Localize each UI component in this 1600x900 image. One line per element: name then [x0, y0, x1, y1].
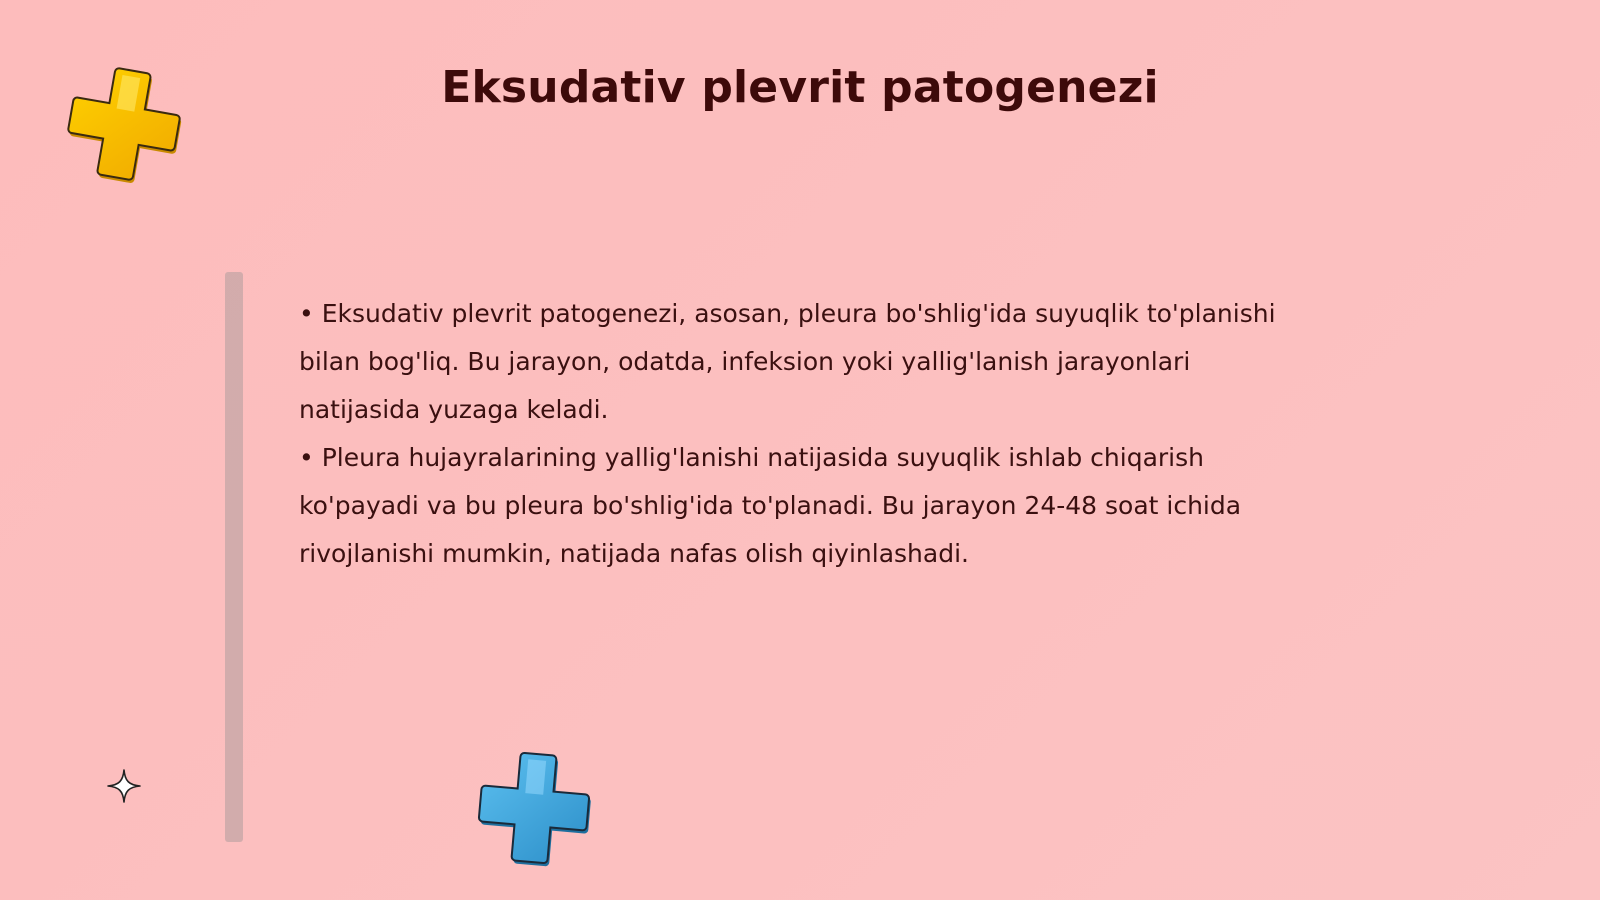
- side-divider-bar: [225, 272, 243, 842]
- blue-plus-icon: [472, 746, 596, 870]
- slide-body: [299, 290, 1279, 578]
- bullet-paragraph-2: • Pleura hujayralarining yallig'lanishi natijasida suyuqlik ishlab chiqarish ko'payadi va bu pleura bo'shlig'ida to'planadi. Bu jarayon 24-48 soat ichida rivojlanishi mumkin, natijada nafas olish qiyinlashadi.: [299, 443, 1242, 568]
- sparkle-icon: [106, 768, 142, 804]
- slide-title: Eksudativ plevrit patogenezi: [441, 62, 1159, 113]
- bullet-paragraph-1: • Eksudativ plevrit patogenezi, asosan, pleura bo'shlig'ida suyuqlik to'planishi bilan bog'liq. Bu jarayon, odatda, infeksion yoki yallig'lanish jarayonlari natijasida yuzaga keladi.: [299, 299, 1276, 424]
